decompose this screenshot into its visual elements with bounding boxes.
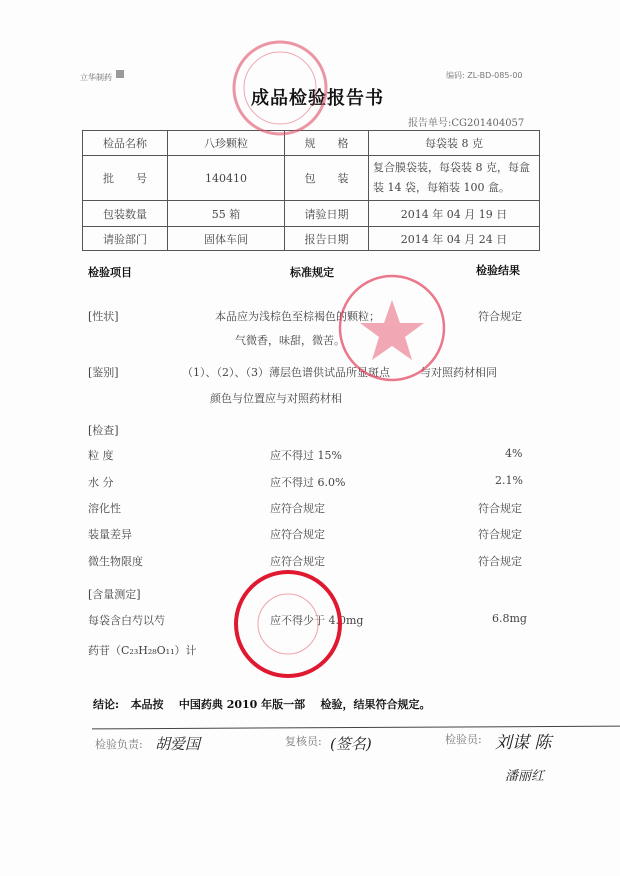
cell: 固体车间 [168,227,285,251]
row-item: 水 分 [88,476,114,489]
row-item: 溶化性 [88,502,121,515]
cell: 包装数量 [83,201,168,227]
table-row [83,201,540,227]
reviewer-label: 复核员: [285,735,322,748]
row-item: [性状] [88,310,119,323]
row-item: [鉴别] [88,366,119,379]
row-result: 与对照药材相同 [420,366,497,379]
row-standard: 应符合规定 [270,555,325,568]
conclusion-pharmacopoeia: 中国药典 2010 年版一部 [178,698,306,711]
inspector-signature: 刘谋 陈 [495,733,552,753]
row-standard: 应不得过 6.0% [270,476,346,489]
report-number [408,114,524,129]
row-item: 每袋含白芍以芍 [88,614,165,627]
report-no-value: CG201404057 [451,118,525,129]
row-standard: 颜色与位置应与对照药材相 [210,392,342,405]
row-item: [检查] [88,424,119,437]
row-item: 药苷（C₂₃H₂₈O₁₁）计 [88,644,197,657]
cell: 2014 年 04 月 19 日 [369,201,540,227]
row-result: 符合规定 [478,555,522,568]
head-signature: 胡爱国 [155,735,201,753]
page-title: 成品检验报告书 [251,88,384,109]
doc-code [446,70,523,81]
cell: 55 箱 [168,201,285,227]
cell: 请验部门 [83,227,168,251]
row-result: 符合规定 [478,310,522,323]
row-result: 4% [505,447,523,460]
row-result: 符合规定 [478,528,522,541]
row-result: 6.8mg [492,612,527,625]
row-item: 粒 度 [88,449,114,462]
row-item: 装量差异 [88,528,132,541]
table-row [83,131,540,156]
col-header-result: 检验结果 [476,264,520,277]
report-no-label: 报告单号: [408,118,452,129]
cell: 复合膜袋装，每袋装 8 克，每盒装 14 袋，每箱装 100 盒。 [369,156,540,201]
row-standard: 应符合规定 [270,528,325,541]
logo-mark [116,70,124,78]
conclusion [93,696,431,712]
col-header-item: 检验项目 [88,266,132,279]
cell: 每袋装 8 克 [369,131,540,156]
row-result: 符合规定 [478,502,522,515]
cell: 请验日期 [285,201,369,227]
table-row [83,156,540,201]
cell: 规 格 [285,131,369,156]
info-table [82,130,540,251]
code-label: 编码: [446,71,465,80]
conclusion-label: 结论: [93,698,120,711]
cell: 包 装 [285,156,369,201]
cell: 八珍颗粒 [168,131,285,156]
row-standard: 气微香，味甜，微苦。 [235,334,345,347]
company-logo: 立华制药 [80,73,112,82]
inspector-signature-2: 潘丽红 [505,769,545,784]
cell: 2014 年 04 月 24 日 [369,227,540,251]
row-standard: 应符合规定 [270,502,325,515]
head-label: 检验负责: [95,738,143,751]
inspector-label: 检验员: [445,733,482,746]
code-value: ZL-BD-085-00 [467,71,523,80]
row-standard: 应不得少于 4.0mg [270,614,364,627]
col-header-standard: 标准规定 [290,266,334,279]
row-standard: 应不得过 15% [270,449,342,462]
table-row [83,227,540,251]
row-item: [含量测定] [88,588,141,601]
cell: 检品名称 [83,131,168,156]
cell: 批 号 [83,156,168,201]
reviewer-signature: (签名) [330,735,372,753]
cell: 140410 [168,156,285,201]
row-standard: 本品应为浅棕色至棕褐色的颗粒； [215,310,380,323]
row-item: 微生物限度 [88,555,143,568]
row-result: 2.1% [495,474,523,487]
conclusion-result: 检验，结果符合规定。 [320,698,431,711]
row-standard: （1）、（2）、（3）薄层色谱供试品所显斑点 [182,366,390,379]
cell: 报告日期 [285,227,369,251]
conclusion-text: 本品按 [130,698,164,711]
